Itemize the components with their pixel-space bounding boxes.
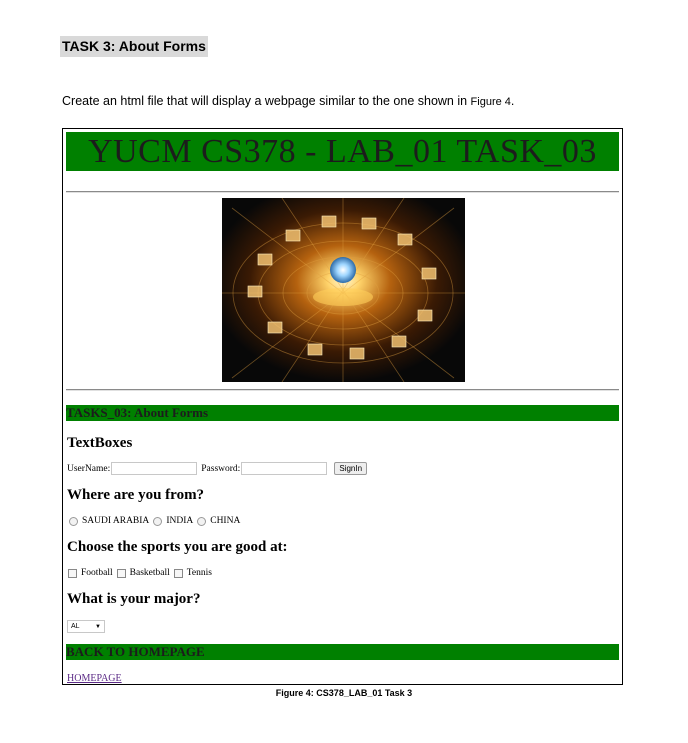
radio-label-china: CHINA bbox=[210, 516, 241, 526]
globe-network-illustration bbox=[222, 198, 465, 382]
major-select[interactable] bbox=[67, 620, 105, 633]
divider-bottom bbox=[66, 389, 619, 391]
figure-webpage-screenshot bbox=[62, 128, 623, 685]
major-heading: What is your major? bbox=[67, 591, 201, 607]
signin-button[interactable]: SignIn bbox=[334, 462, 367, 475]
chevron-down-icon: ▼ bbox=[95, 623, 101, 630]
divider-top bbox=[66, 191, 619, 193]
radio-label-saudi-arabia: SAUDI ARABIA bbox=[82, 516, 150, 526]
instruction-figure-ref: Figure 4 bbox=[470, 96, 511, 108]
instruction-prefix: Create an html file that will display a webpage similar to the one shown in bbox=[62, 94, 471, 108]
radio-china[interactable] bbox=[197, 517, 206, 526]
section-title-back: BACK TO HOMEPAGE bbox=[66, 644, 619, 660]
instruction-suffix: . bbox=[510, 94, 515, 108]
checkbox-tennis[interactable] bbox=[174, 569, 183, 578]
checkbox-label-football: Football bbox=[81, 568, 113, 578]
textboxes-heading: TextBoxes bbox=[67, 435, 133, 451]
hero-image bbox=[222, 198, 465, 382]
password-input[interactable] bbox=[241, 462, 327, 475]
major-row bbox=[67, 620, 105, 633]
password-label: Password: bbox=[201, 463, 241, 474]
checkbox-football[interactable] bbox=[68, 569, 77, 578]
instruction-text bbox=[62, 94, 514, 108]
major-select-value: AL bbox=[71, 623, 80, 630]
login-row bbox=[67, 462, 367, 475]
task-heading: TASK 3: About Forms bbox=[60, 36, 208, 57]
username-label: UserName: bbox=[67, 463, 111, 474]
figure-caption: Figure 4: CS378_LAB_01 Task 3 bbox=[275, 688, 413, 698]
page-banner-title: YUCM CS378 - LAB_01 TASK_03 bbox=[66, 132, 619, 171]
homepage-link[interactable]: HOMEPAGE bbox=[67, 673, 122, 684]
checkbox-basketball[interactable] bbox=[117, 569, 126, 578]
radio-label-india: INDIA bbox=[166, 516, 194, 526]
sports-heading: Choose the sports you are good at: bbox=[67, 539, 288, 555]
radio-india[interactable] bbox=[153, 517, 162, 526]
checkbox-label-basketball: Basketball bbox=[129, 568, 170, 578]
username-input[interactable] bbox=[111, 462, 197, 475]
origin-radio-group bbox=[67, 516, 240, 526]
sports-checkbox-group bbox=[67, 568, 212, 578]
origin-heading: Where are you from? bbox=[67, 487, 205, 503]
section-title-forms: TASKS_03: About Forms bbox=[66, 405, 619, 421]
radio-saudi-arabia[interactable] bbox=[69, 517, 78, 526]
checkbox-label-tennis: Tennis bbox=[186, 568, 212, 578]
